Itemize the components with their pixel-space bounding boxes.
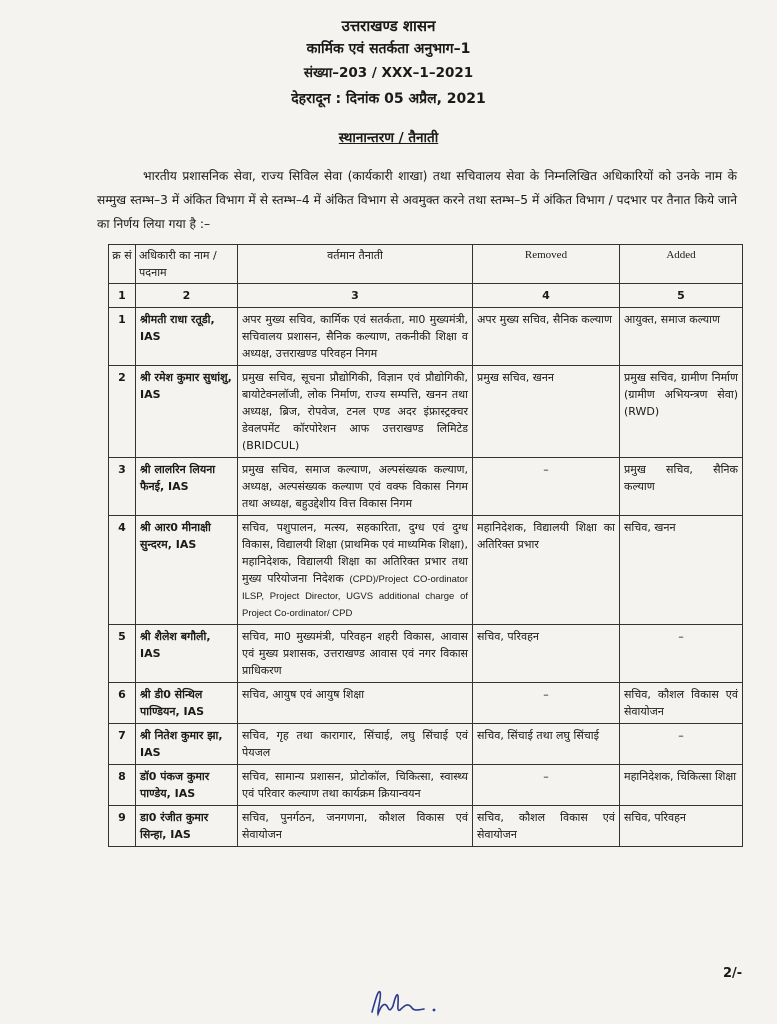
added-charge: – [620,724,743,765]
added-charge: सचिव, परिवहन [620,806,743,847]
row-sno: 9 [109,806,136,847]
row-sno: 1 [109,308,136,366]
page-continuation-marker: 2/- [723,966,743,981]
place-date: देहरादून : दिनांक 05 अप्रैल, 2021 [291,91,486,107]
officer-name: श्रीमती राधा रतूडी, IAS [136,308,238,366]
row-sno: 3 [109,458,136,516]
current-posting: सचिव, गृह तथा कारागार, सिंचाई, लघु सिंचाई एवं पेयजल [238,724,473,765]
row-sno: 4 [109,516,136,625]
added-charge: आयुक्त, समाज कल्याण [620,308,743,366]
removed-charge: सचिव, कौशल विकास एवं सेवायोजन [473,806,620,847]
current-posting: सचिव, आयुष एवं आयुष शिक्षा [238,683,473,724]
col-number: 2 [136,284,238,308]
current-posting: प्रमुख सचिव, सूचना प्रौद्योगिकी, विज्ञान एवं प्रौद्योगिकी, बायोटेक्नलॉजी, लोक निर्माण, राज्य सम्पत्ति, खनन तथा अध्यक्ष, ब्रिज, रोपवेज, टनल एण्ड अदर इंफ्रास्ट्रक्चर डेवलपमेंट कॉरपोरेशन आफ उत्तराखण्ड लिमिटेड (BRIDCUL) [238,366,473,458]
signature-mark [368,984,458,1018]
officer-name: श्री आर0 मीनाक्षी सुन्दरम, IAS [136,516,238,625]
table-row [109,458,743,516]
table-header-row [109,245,743,284]
table-row [109,683,743,724]
removed-charge: सचिव, परिवहन [473,625,620,683]
officer-name: श्री डी0 सेन्थिल पाण्डियन, IAS [136,683,238,724]
row-sno: 2 [109,366,136,458]
header-current: वर्तमान तैनाती [238,245,473,284]
added-charge: प्रमुख सचिव, ग्रामीण निर्माण (ग्रामीण अभियन्त्रण सेवा) (RWD) [620,366,743,458]
table-row [109,806,743,847]
table-row [109,724,743,765]
removed-charge: अपर मुख्य सचिव, सैनिक कल्याण [473,308,620,366]
header-added: Added [620,245,743,284]
current-posting: सचिव, मा0 मुख्यमंत्री, परिवहन शहरी विकास, आवास एवं मुख्य प्रशासक, उत्तराखण्ड आवास एवं नगर विकास प्राधिकरण [238,625,473,683]
subject-heading: स्थानान्तरण / तैनाती [338,130,439,146]
current-posting: सचिव, पशुपालन, मत्स्य, सहकारिता, दुग्ध एवं दुग्ध विकास, विद्यालयी शिक्षा (प्राथमिक एवं माध्यमिक शिक्षा), महानिदेशक, विद्यालयी शिक्षा का अतिरिक्त प्रभार तथा मुख्य परियोजना निदेशक (CPD)/Project CO-ordinator ILSP, Project Director, UGVS additional charge of Project Co-ordinator/ CPD [238,516,473,625]
row-sno: 6 [109,683,136,724]
current-posting: सचिव, पुनर्गठन, जनगणना, कौशल विकास एवं सेवायोजन [238,806,473,847]
current-posting: अपर मुख्य सचिव, कार्मिक एवं सतर्कता, मा0 मुख्यमंत्री, सचिवालय प्रशासन, सैनिक कल्याण, तकनीकी शिक्षा व अध्यक्ष, उत्तराखण्ड परिवहन निगम [238,308,473,366]
column-number-row [109,284,743,308]
government-title: उत्तराखण्ड शासन [341,17,436,35]
row-sno: 5 [109,625,136,683]
officer-name: श्री लालरिन लियना फैनई, IAS [136,458,238,516]
current-posting: सचिव, सामान्य प्रशासन, प्रोटोकॉल, चिकित्सा, स्वास्थ्य एवं परिवार कल्याण तथा कार्यक्रम क्रियान्वयन [238,765,473,806]
col-number: 3 [238,284,473,308]
table-row [109,625,743,683]
current-posting-english: (CPD)/Project CO-ordinator ILSP, Project Director, UGVS additional charge of Project Co-ordinator/ CPD [242,574,468,619]
added-charge: – [620,625,743,683]
officer-name: डॉ0 पंकज कुमार पाण्डेय, IAS [136,765,238,806]
header-sno: क्र सं [109,245,136,284]
officer-name: श्री शैलेश बगौली, IAS [136,625,238,683]
added-charge: महानिदेशक, चिकित्सा शिक्षा [620,765,743,806]
added-charge: प्रमुख सचिव, सैनिक कल्याण [620,458,743,516]
table-row [109,516,743,625]
col-number: 4 [473,284,620,308]
transfer-table [108,244,743,847]
order-number: संख्या–203 / XXX–1–2021 [303,65,474,81]
row-sno: 8 [109,765,136,806]
col-number: 5 [620,284,743,308]
added-charge: सचिव, कौशल विकास एवं सेवायोजन [620,683,743,724]
table-row [109,366,743,458]
added-charge: सचिव, खनन [620,516,743,625]
removed-charge: सचिव, सिंचाई तथा लघु सिंचाई [473,724,620,765]
removed-charge: महानिदेशक, विद्यालयी शिक्षा का अतिरिक्त प्रभार [473,516,620,625]
officer-name: श्री नितेश कुमार झा, IAS [136,724,238,765]
removed-charge: प्रमुख सचिव, खनन [473,366,620,458]
header-removed: Removed [473,245,620,284]
officer-name: डा0 रंजीत कुमार सिन्हा, IAS [136,806,238,847]
table-row [109,308,743,366]
removed-charge: – [473,765,620,806]
officer-name: श्री रमेश कुमार सुधांशु, IAS [136,366,238,458]
current-posting: प्रमुख सचिव, समाज कल्याण, अल्पसंख्यक कल्याण, अध्यक्ष, अल्पसंख्यक कल्याण एवं वक्फ विकास निगम तथा अध्यक्ष, बहुउद्देशीय वित्त विकास निगम [238,458,473,516]
removed-charge: – [473,683,620,724]
row-sno: 7 [109,724,136,765]
order-paragraph: भारतीय प्रशासनिक सेवा, राज्य सिविल सेवा (कार्यकारी शाखा) तथा सचिवालय सेवा के निम्नलिखित अधिकारियों को उनके नाम के सम्मुख स्तम्भ–3 में अंकित विभाग में से स्तम्भ–4 में अंकित विभाग से अवमुक्त करने तथा स्तम्भ–5 में अंकित विभाग / पदभार पर तैनात किये जाने का निर्णय लिया गया है :– [97,169,737,231]
department-section: कार्मिक एवं सतर्कता अनुभाग–1 [306,41,471,57]
removed-charge: – [473,458,620,516]
header-officer: अधिकारी का नाम /पदनाम [136,245,238,284]
col-number: 1 [109,284,136,308]
table-row [109,765,743,806]
